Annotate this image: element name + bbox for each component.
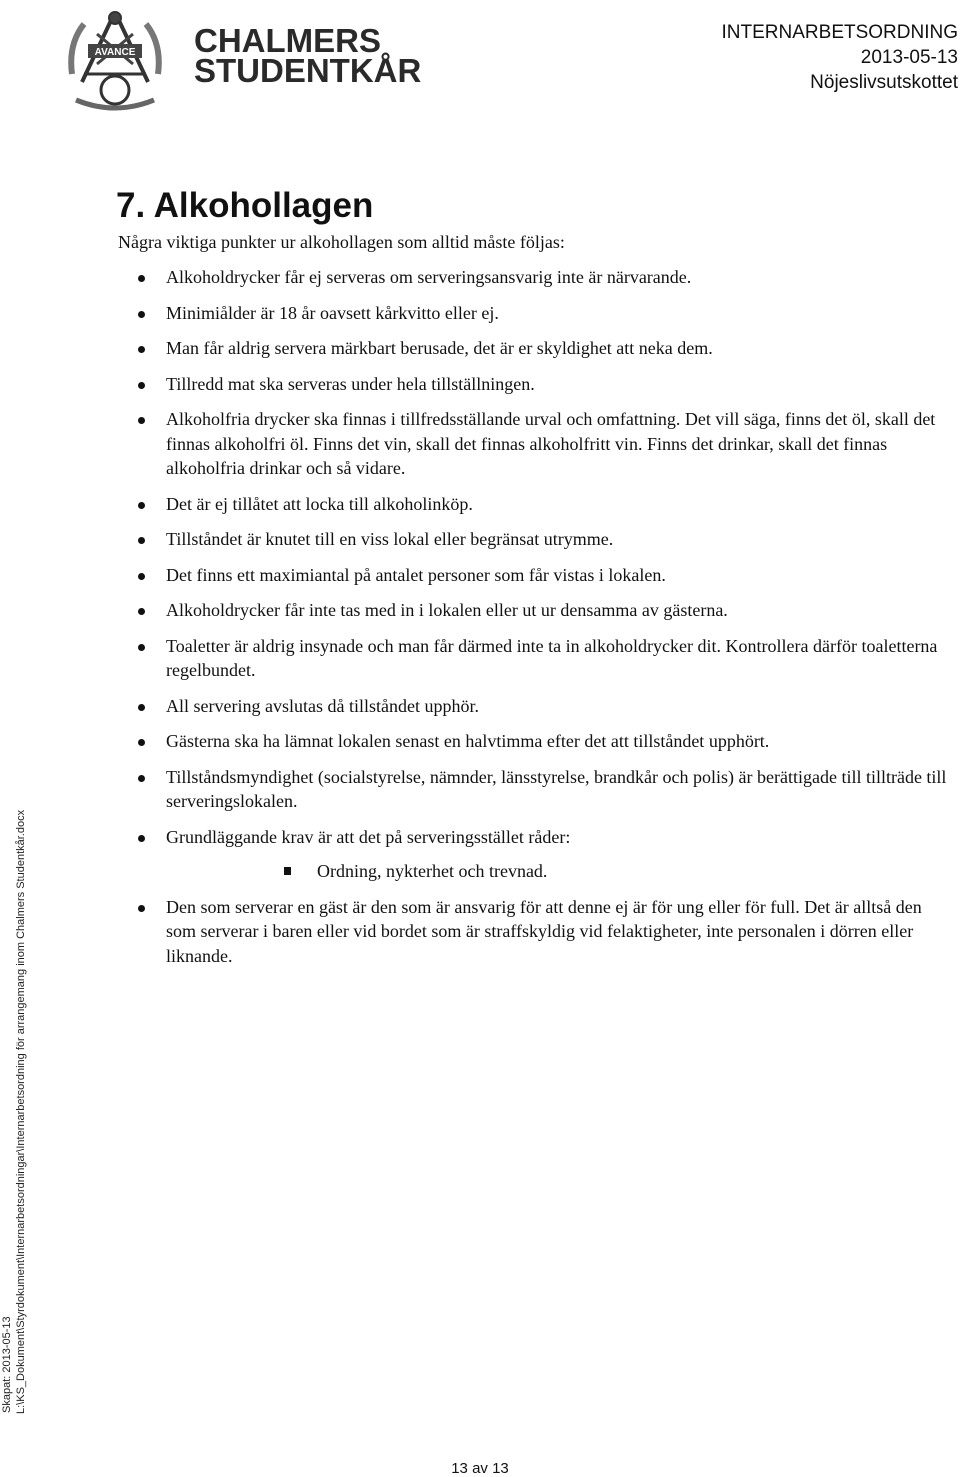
bullet-icon: [138, 775, 145, 782]
bullet-icon: [138, 704, 145, 711]
wordmark: [194, 22, 422, 89]
bullet-icon: [138, 608, 145, 615]
list-item: Gästerna ska ha lämnat lokalen senast en halvtimma efter det att tillståndet upphört.: [166, 729, 956, 754]
bullet-icon: [138, 835, 145, 842]
bullet-icon: [138, 417, 145, 424]
square-bullet-icon: [284, 867, 291, 875]
list-item: Det finns ett maximiantal på antalet personer som får vistas i lokalen.: [166, 563, 956, 588]
document-date: 2013-05-13: [860, 47, 958, 68]
list-item: Alkoholdrycker får inte tas med in i lokalen eller ut ur densamma av gästerna.: [166, 598, 956, 623]
bullet-icon: [138, 537, 145, 544]
emblem-motto: AVANCE: [94, 47, 136, 58]
sub-list-item: Ordning, nykterhet och trevnad.: [317, 859, 956, 884]
list-item: Alkoholdrycker får ej serveras om serveringsansvarig inte är närvarande.: [166, 265, 956, 290]
bullet-icon: [138, 644, 145, 651]
file-path: L:\KS_Dokument\Styrdokument\Internarbetsordningar\Internarbetsordning för arrangemang inom Chalmers Studentkår.docx: [15, 809, 27, 1414]
rules-list: [166, 265, 956, 979]
list-item: Tillredd mat ska serveras under hela tillställningen.: [166, 372, 956, 397]
section-intro: Några viktiga punkter ur alkohollagen som alltid måste följas:: [118, 232, 565, 252]
list-item: Tillståndet är knutet till en viss lokal eller begränsat utrymme.: [166, 527, 956, 552]
bullet-icon: [138, 275, 145, 282]
list-item: Minimiålder är 18 år oavsett kårkvitto eller ej.: [166, 301, 956, 326]
bullet-icon: [138, 905, 145, 912]
sidebar-file-info: [0, 754, 40, 1414]
list-item: Det är ej tillåtet att locka till alkoholinköp.: [166, 492, 956, 517]
bullet-icon: [138, 502, 145, 509]
emblem-icon: [62, 4, 168, 114]
document-title: INTERNARBETSORDNING: [721, 22, 958, 43]
logo-text-studentkar: STUDENTKÅR: [194, 52, 422, 89]
list-item: All servering avslutas då tillståndet upphör.: [166, 694, 956, 719]
list-item: Den som serverar en gäst är den som är ansvarig för att denne ej är för ung eller för full. Det är alltså den som serverar i baren eller vid bordet som är straffskyldig vid felaktigheter, inte personalen i dörren eller liknande.: [166, 895, 956, 969]
committee-name: Nöjeslivsutskottet: [810, 72, 958, 93]
chalmers-studentkar-logo: [62, 4, 422, 116]
section-title: 7. Alkohollagen: [116, 186, 374, 225]
bullet-icon: [138, 382, 145, 389]
logo-text-chalmers: CHALMERS: [194, 22, 381, 59]
list-item: Tillståndsmyndighet (socialstyrelse, nämnder, länsstyrelse, brandkår och polis) är berättigade till tillträde till serveringslokalen.: [166, 765, 956, 814]
list-item: Man får aldrig servera märkbart berusade, det är er skyldighet att neka dem.: [166, 336, 956, 361]
list-item: Grundläggande krav är att det på serveringsstället råder: Ordning, nykterhet och trevnad.: [166, 825, 956, 884]
list-item: Toaletter är aldrig insynade och man får därmed inte ta in alkoholdrycker dit. Kontrollera därför toaletterna regelbundet.: [166, 634, 956, 683]
created-date: Skapat: 2013-05-13: [1, 1316, 13, 1413]
list-item: Alkoholfria drycker ska finnas i tillfredsställande urval och omfattning. Det vill säga, finns det öl, skall det finnas alkoholfri öl. Finns det vin, skall det finnas alkoholfritt vin. Finns det drinkar, skall det finnas alkoholfria drinkar och så vidare.: [166, 407, 956, 481]
bullet-icon: [138, 311, 145, 318]
bullet-icon: [138, 346, 145, 353]
bullet-icon: [138, 739, 145, 746]
page-number: 13 av 13: [451, 1460, 509, 1477]
document-header: [722, 20, 958, 95]
bullet-icon: [138, 573, 145, 580]
